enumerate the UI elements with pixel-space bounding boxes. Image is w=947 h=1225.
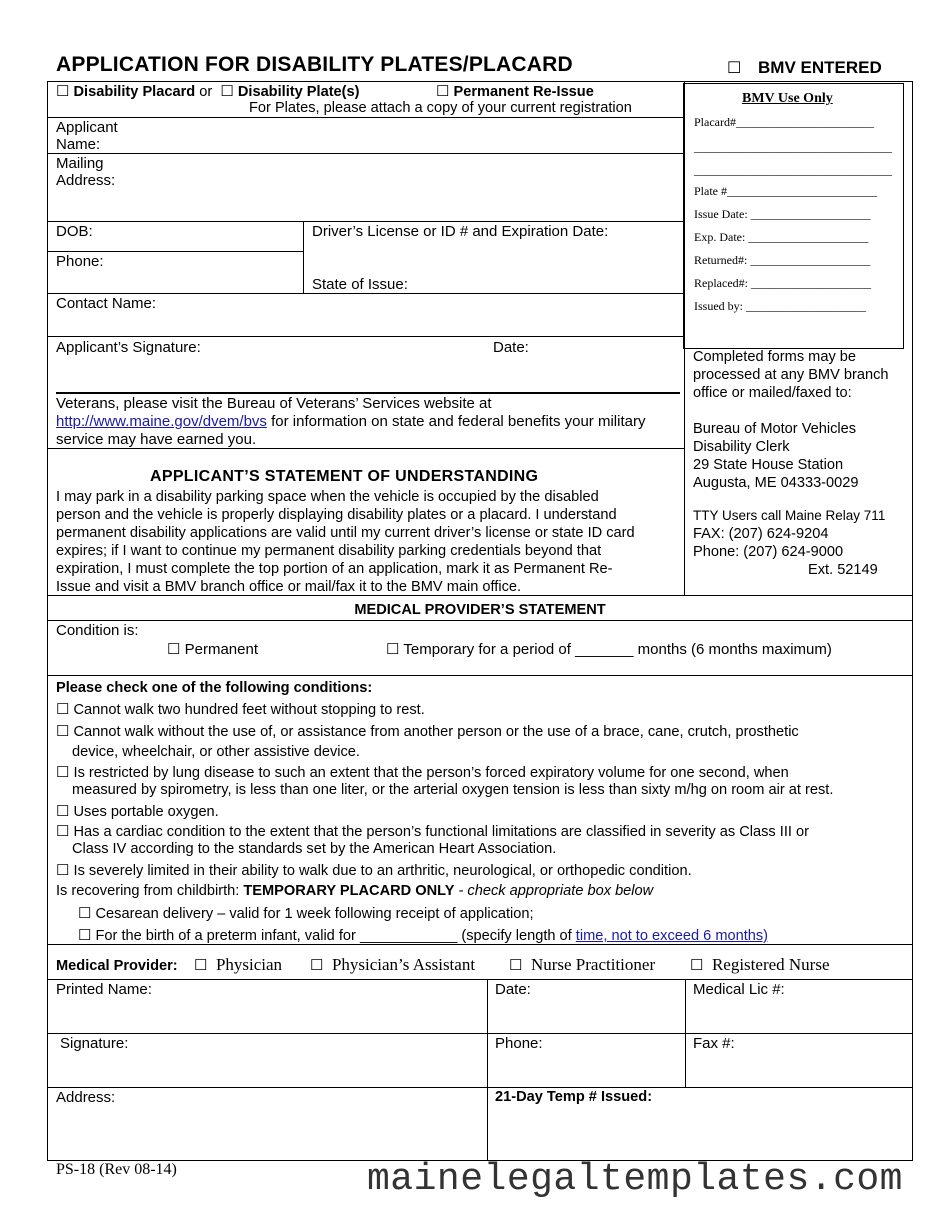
provider-fax-label: Fax #: — [693, 1035, 735, 1052]
phone-label: Phone: — [56, 253, 104, 270]
condition-is-label: Condition is: — [56, 622, 139, 639]
dob-label: DOB: — [56, 223, 93, 240]
provider-pa: ☐ Physician’s Assistant — [310, 955, 476, 974]
form-id: PS-18 (Rev 08-14) — [56, 1161, 177, 1178]
childbirth-line: Is recovering from childbirth: TEMPORARY PLACARD ONLY - check appropriate box below — [56, 883, 654, 899]
preterm-link[interactable]: time, not to exceed 6 months) — [575, 928, 769, 944]
tty-info: TTY Users call Maine Relay 711 — [693, 508, 886, 523]
condition-5: ☐ Has a cardiac condition to the extent that the person’s functional limitations are classified in severity as Class III or — [56, 823, 809, 840]
physician-checkbox[interactable]: ☐ — [194, 958, 208, 974]
veterans-note: Veterans, please visit the Bureau of Veterans’ Services website at http://www.maine.gov/dvem/bvs for information on state and federal benefits your military service may have earned you. — [56, 395, 646, 448]
medical-provider-row: Medical Provider: — [56, 958, 178, 974]
bmv-issue-date[interactable]: Issue Date: ____________________ — [694, 207, 871, 221]
cesarean-checkbox[interactable]: ☐ — [78, 905, 92, 922]
reissue-label: Permanent Re-Issue — [453, 84, 594, 100]
placard-label: Disability Placard — [73, 84, 196, 100]
condition-3-cont: measured by spirometry, is less than one liter, or the arterial oxygen tension is less than sixty m/hg on room air at rest. — [72, 782, 834, 798]
provider-signature-label: Signature: — [60, 1035, 129, 1052]
condition-2: ☐ Cannot walk without the use of, or assistance from another person or the use of a brace, cane, crutch, prosthetic — [56, 723, 799, 740]
preterm-option: ☐ For the birth of a preterm infant, valid for ____________ (specify length of time, not to exceed 6 months) — [78, 927, 769, 944]
bmv-exp-date[interactable]: Exp. Date: ____________________ — [694, 230, 869, 244]
bmv-issued-by[interactable]: Issued by: ____________________ — [694, 299, 866, 313]
license-label: Driver’s License or ID # and Expiration Date: — [312, 223, 609, 240]
watermark: mainelegaltemplates.com — [367, 1158, 903, 1201]
statement-text: I may park in a disability parking space when the vehicle is occupied by the disabled person and the vehicle is properly displaying disability plates or a placard. I understand permanent disability applications are valid until my current driver’s license or state ID card expires; if I want to continue my permanent disability parking credentials beyond that expiration, I must complete the top portion of an application, mark it as Permanent Re- Issue and visit a BMV branch office or mail/fax it to the BMV main office. — [56, 489, 635, 595]
reissue-checkbox[interactable]: ☐ — [436, 83, 450, 100]
bmv-entered-checkbox[interactable]: ☐ — [727, 60, 742, 77]
contact-name-label: Contact Name: — [56, 295, 157, 312]
placard-checkbox[interactable]: ☐ — [56, 83, 70, 100]
bmv-placard[interactable]: Placard#_______________________ — [694, 115, 874, 129]
plates-checkbox[interactable]: ☐ — [220, 83, 234, 100]
preterm-checkbox[interactable]: ☐ — [78, 927, 92, 944]
provider-rn: ☐ Registered Nurse — [690, 955, 830, 974]
permanent-option: ☐ Permanent — [167, 641, 258, 658]
bmv-replaced[interactable]: Replaced#: ____________________ — [694, 276, 871, 290]
fax-phone-info: FAX: (207) 624-9204 Phone: (207) 624-9000 Ext. 52149 — [693, 526, 878, 578]
temporary-option: ☐ Temporary for a period of _______ months (6 months maximum) — [386, 641, 832, 658]
temporary-checkbox[interactable]: ☐ — [386, 641, 400, 658]
provider-date-label: Date: — [495, 981, 531, 998]
signature-date-label: Date: — [493, 339, 529, 356]
condition-6-checkbox[interactable]: ☐ — [56, 862, 70, 879]
check-one-label: Please check one of the following conditions: — [56, 680, 373, 696]
bvs-link[interactable]: http://www.maine.gov/dvem/bvs — [56, 413, 267, 430]
condition-1-checkbox[interactable]: ☐ — [56, 701, 70, 718]
rn-checkbox[interactable]: ☐ — [690, 958, 704, 974]
condition-5-cont: Class IV according to the standards set by the American Heart Association. — [72, 841, 557, 857]
applicant-name-label: Applicant Name: — [56, 119, 118, 153]
condition-5-checkbox[interactable]: ☐ — [56, 823, 70, 840]
bmv-blank-1[interactable]: _________________________________ — [694, 140, 892, 154]
condition-2-checkbox[interactable]: ☐ — [56, 723, 70, 740]
provider-address-label: Address: — [56, 1089, 116, 1106]
state-label: State of Issue: — [312, 276, 408, 293]
statement-heading: APPLICANT’S STATEMENT OF UNDERSTANDING — [150, 468, 539, 485]
condition-1: ☐ Cannot walk two hundred feet without stopping to rest. — [56, 701, 425, 718]
signature-label: Applicant’s Signature: — [56, 339, 201, 356]
medical-heading: MEDICAL PROVIDER’S STATEMENT — [354, 602, 606, 618]
condition-4-checkbox[interactable]: ☐ — [56, 803, 70, 820]
form-title: APPLICATION FOR DISABILITY PLATES/PLACARD — [56, 53, 573, 76]
medical-lic-label: Medical Lic #: — [693, 981, 785, 998]
mailing-address-label: Mailing Address: — [56, 155, 116, 189]
condition-3: ☐ Is restricted by lung disease to such an extent that the person’s forced expiratory volume for one second, when — [56, 764, 789, 781]
temp-issued-label: 21-Day Temp # Issued: — [495, 1089, 653, 1105]
type-row — [56, 82, 360, 100]
bmv-blank-2[interactable]: _________________________________ — [694, 163, 892, 177]
printed-name-label: Printed Name: — [56, 981, 152, 998]
plates-note: For Plates, please attach a copy of your current registration — [249, 100, 632, 116]
condition-4: ☐ Uses portable oxygen. — [56, 803, 219, 820]
condition-3-checkbox[interactable]: ☐ — [56, 764, 70, 781]
condition-2-cont: device, wheelchair, or other assistive device. — [72, 744, 360, 760]
bmv-entered-label: BMV ENTERED — [758, 58, 882, 77]
provider-np: ☐ Nurse Practitioner — [509, 955, 656, 974]
provider-phone-label: Phone: — [495, 1035, 543, 1052]
pa-checkbox[interactable]: ☐ — [310, 958, 324, 974]
reissue-option — [436, 82, 594, 100]
mail-info: Completed forms may be processed at any BMV branch office or mailed/faxed to: Bureau of Motor Vehicles Disability Clerk 29 State House Station Augusta, ME 04333-0029 — [693, 349, 889, 491]
permanent-checkbox[interactable]: ☐ — [167, 641, 181, 658]
bmv-returned[interactable]: Returned#: ____________________ — [694, 253, 871, 267]
provider-physician: ☐ Physician — [194, 955, 283, 974]
bmv-plate[interactable]: Plate #_________________________ — [694, 184, 877, 198]
bmv-use-heading: BMV Use Only — [742, 91, 833, 106]
condition-6: ☐ Is severely limited in their ability to walk due to an arthritic, neurological, or orthopedic condition. — [56, 862, 692, 879]
plates-label: Disability Plate(s) — [237, 84, 360, 100]
cesarean-option: ☐ Cesarean delivery – valid for 1 week following receipt of application; — [78, 905, 534, 922]
np-checkbox[interactable]: ☐ — [509, 958, 523, 974]
or-label: or — [199, 84, 213, 100]
